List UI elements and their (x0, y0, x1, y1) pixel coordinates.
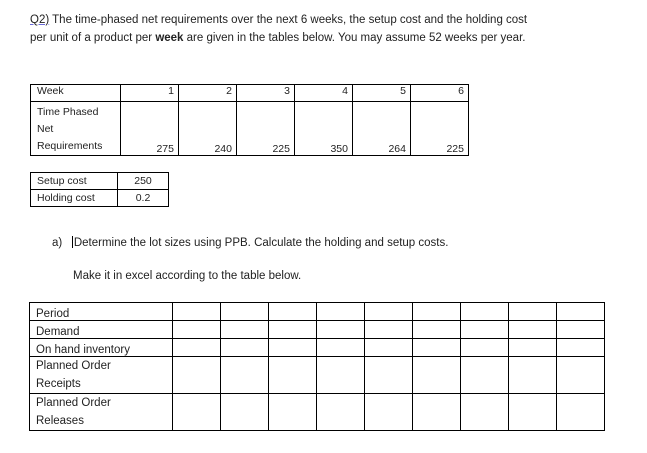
mrp-cell[interactable] (221, 321, 269, 339)
mrp-cell[interactable] (173, 394, 221, 431)
mrp-cell[interactable] (413, 394, 461, 431)
requirement-cell: 225 (411, 102, 469, 156)
demand-row (30, 321, 605, 339)
week-cell: 3 (237, 85, 295, 102)
mrp-cell[interactable] (221, 357, 269, 394)
demand-label: Demand (30, 321, 173, 339)
holding-cost-row (31, 190, 169, 207)
mrp-cell[interactable] (509, 394, 557, 431)
planned-releases-label-line: Releases (36, 415, 84, 427)
mrp-cell[interactable] (509, 357, 557, 394)
on-hand-label: On hand inventory (30, 339, 173, 357)
mrp-cell[interactable] (269, 321, 317, 339)
mrp-cell[interactable] (509, 321, 557, 339)
week-cell: 1 (121, 85, 179, 102)
question-line-1-text: The time-phased net requirements over the next 6 weeks, the setup cost and the holding cost (49, 14, 528, 26)
mrp-cell[interactable] (317, 321, 365, 339)
mrp-cell[interactable] (461, 357, 509, 394)
mrp-cell[interactable] (413, 303, 461, 321)
mrp-cell[interactable] (173, 303, 221, 321)
mrp-cell[interactable] (365, 339, 413, 357)
mrp-cell[interactable] (461, 303, 509, 321)
mrp-cell[interactable] (221, 394, 269, 431)
mrp-cell[interactable] (413, 357, 461, 394)
planned-receipts-label-line: Planned Order (36, 360, 111, 372)
week-cell: 2 (179, 85, 237, 102)
mrp-cell[interactable] (557, 339, 605, 357)
planned-receipts-label (30, 357, 173, 394)
requirement-cell: 240 (179, 102, 237, 156)
question-label: Q2) (30, 14, 50, 26)
mrp-cell[interactable] (317, 357, 365, 394)
question-line-2-post: are given in the tables below. You may assume 52 weeks per year. (183, 32, 526, 44)
mrp-cell[interactable] (317, 339, 365, 357)
planned-releases-label (30, 394, 173, 431)
text-cursor (72, 236, 73, 248)
mrp-cell[interactable] (509, 303, 557, 321)
week-cell: 5 (353, 85, 411, 102)
mrp-cell[interactable] (221, 303, 269, 321)
holding-cost-label: Holding cost (31, 190, 118, 207)
mrp-cell[interactable] (173, 357, 221, 394)
mrp-cell[interactable] (269, 394, 317, 431)
period-label: Period (30, 303, 173, 321)
question-line-2-pre: per unit of a product per (30, 32, 156, 44)
mrp-cell[interactable] (461, 339, 509, 357)
mrp-cell[interactable] (173, 339, 221, 357)
mrp-cell[interactable] (413, 339, 461, 357)
week-row (31, 85, 469, 102)
on-hand-row (30, 339, 605, 357)
requirements-row (31, 102, 469, 156)
mrp-cell[interactable] (221, 339, 269, 357)
mrp-cell[interactable] (461, 394, 509, 431)
mrp-cell[interactable] (365, 357, 413, 394)
question-line-1 (30, 13, 527, 27)
setup-cost-label: Setup cost (31, 173, 118, 190)
part-a-question (52, 236, 448, 249)
mrp-cell[interactable] (173, 321, 221, 339)
requirements-table (30, 84, 469, 156)
planned-releases-label-line: Planned Order (36, 397, 111, 409)
mrp-cell[interactable] (461, 321, 509, 339)
week-cell: 6 (411, 85, 469, 102)
requirements-label-line: Time Phased (37, 106, 99, 118)
planned-releases-row (30, 394, 605, 431)
setup-cost-row (31, 173, 169, 190)
part-a-instruction: Make it in excel according to the table below. (73, 270, 302, 282)
mrp-cell[interactable] (509, 339, 557, 357)
mrp-table (29, 302, 605, 431)
mrp-cell[interactable] (269, 357, 317, 394)
week-label: Week (31, 85, 121, 102)
planned-receipts-row (30, 357, 605, 394)
mrp-cell[interactable] (413, 321, 461, 339)
mrp-cell[interactable] (365, 394, 413, 431)
mrp-cell[interactable] (317, 394, 365, 431)
part-a-prefix: a) (52, 237, 63, 249)
requirement-cell: 275 (121, 102, 179, 156)
mrp-cell[interactable] (557, 394, 605, 431)
requirements-label-line: Net (37, 123, 54, 135)
mrp-cell[interactable] (269, 303, 317, 321)
mrp-cell[interactable] (557, 321, 605, 339)
mrp-cell[interactable] (557, 303, 605, 321)
part-a-text: Determine the lot sizes using PPB. Calculate the holding and setup costs. (73, 237, 449, 249)
requirement-cell: 264 (353, 102, 411, 156)
requirement-cell: 350 (295, 102, 353, 156)
holding-cost-value: 0.2 (118, 190, 169, 207)
setup-cost-value: 250 (118, 173, 169, 190)
planned-receipts-label-line: Receipts (36, 378, 81, 390)
question-line-2-bold: week (155, 32, 184, 44)
cost-table (30, 172, 169, 207)
mrp-cell[interactable] (269, 339, 317, 357)
mrp-cell[interactable] (365, 303, 413, 321)
question-line-2 (30, 31, 525, 45)
requirements-label-line: Requirements (37, 140, 103, 152)
mrp-cell[interactable] (557, 357, 605, 394)
requirement-cell: 225 (237, 102, 295, 156)
week-cell: 4 (295, 85, 353, 102)
mrp-cell[interactable] (317, 303, 365, 321)
requirements-label (31, 102, 121, 156)
mrp-cell[interactable] (365, 321, 413, 339)
period-row (30, 303, 605, 321)
